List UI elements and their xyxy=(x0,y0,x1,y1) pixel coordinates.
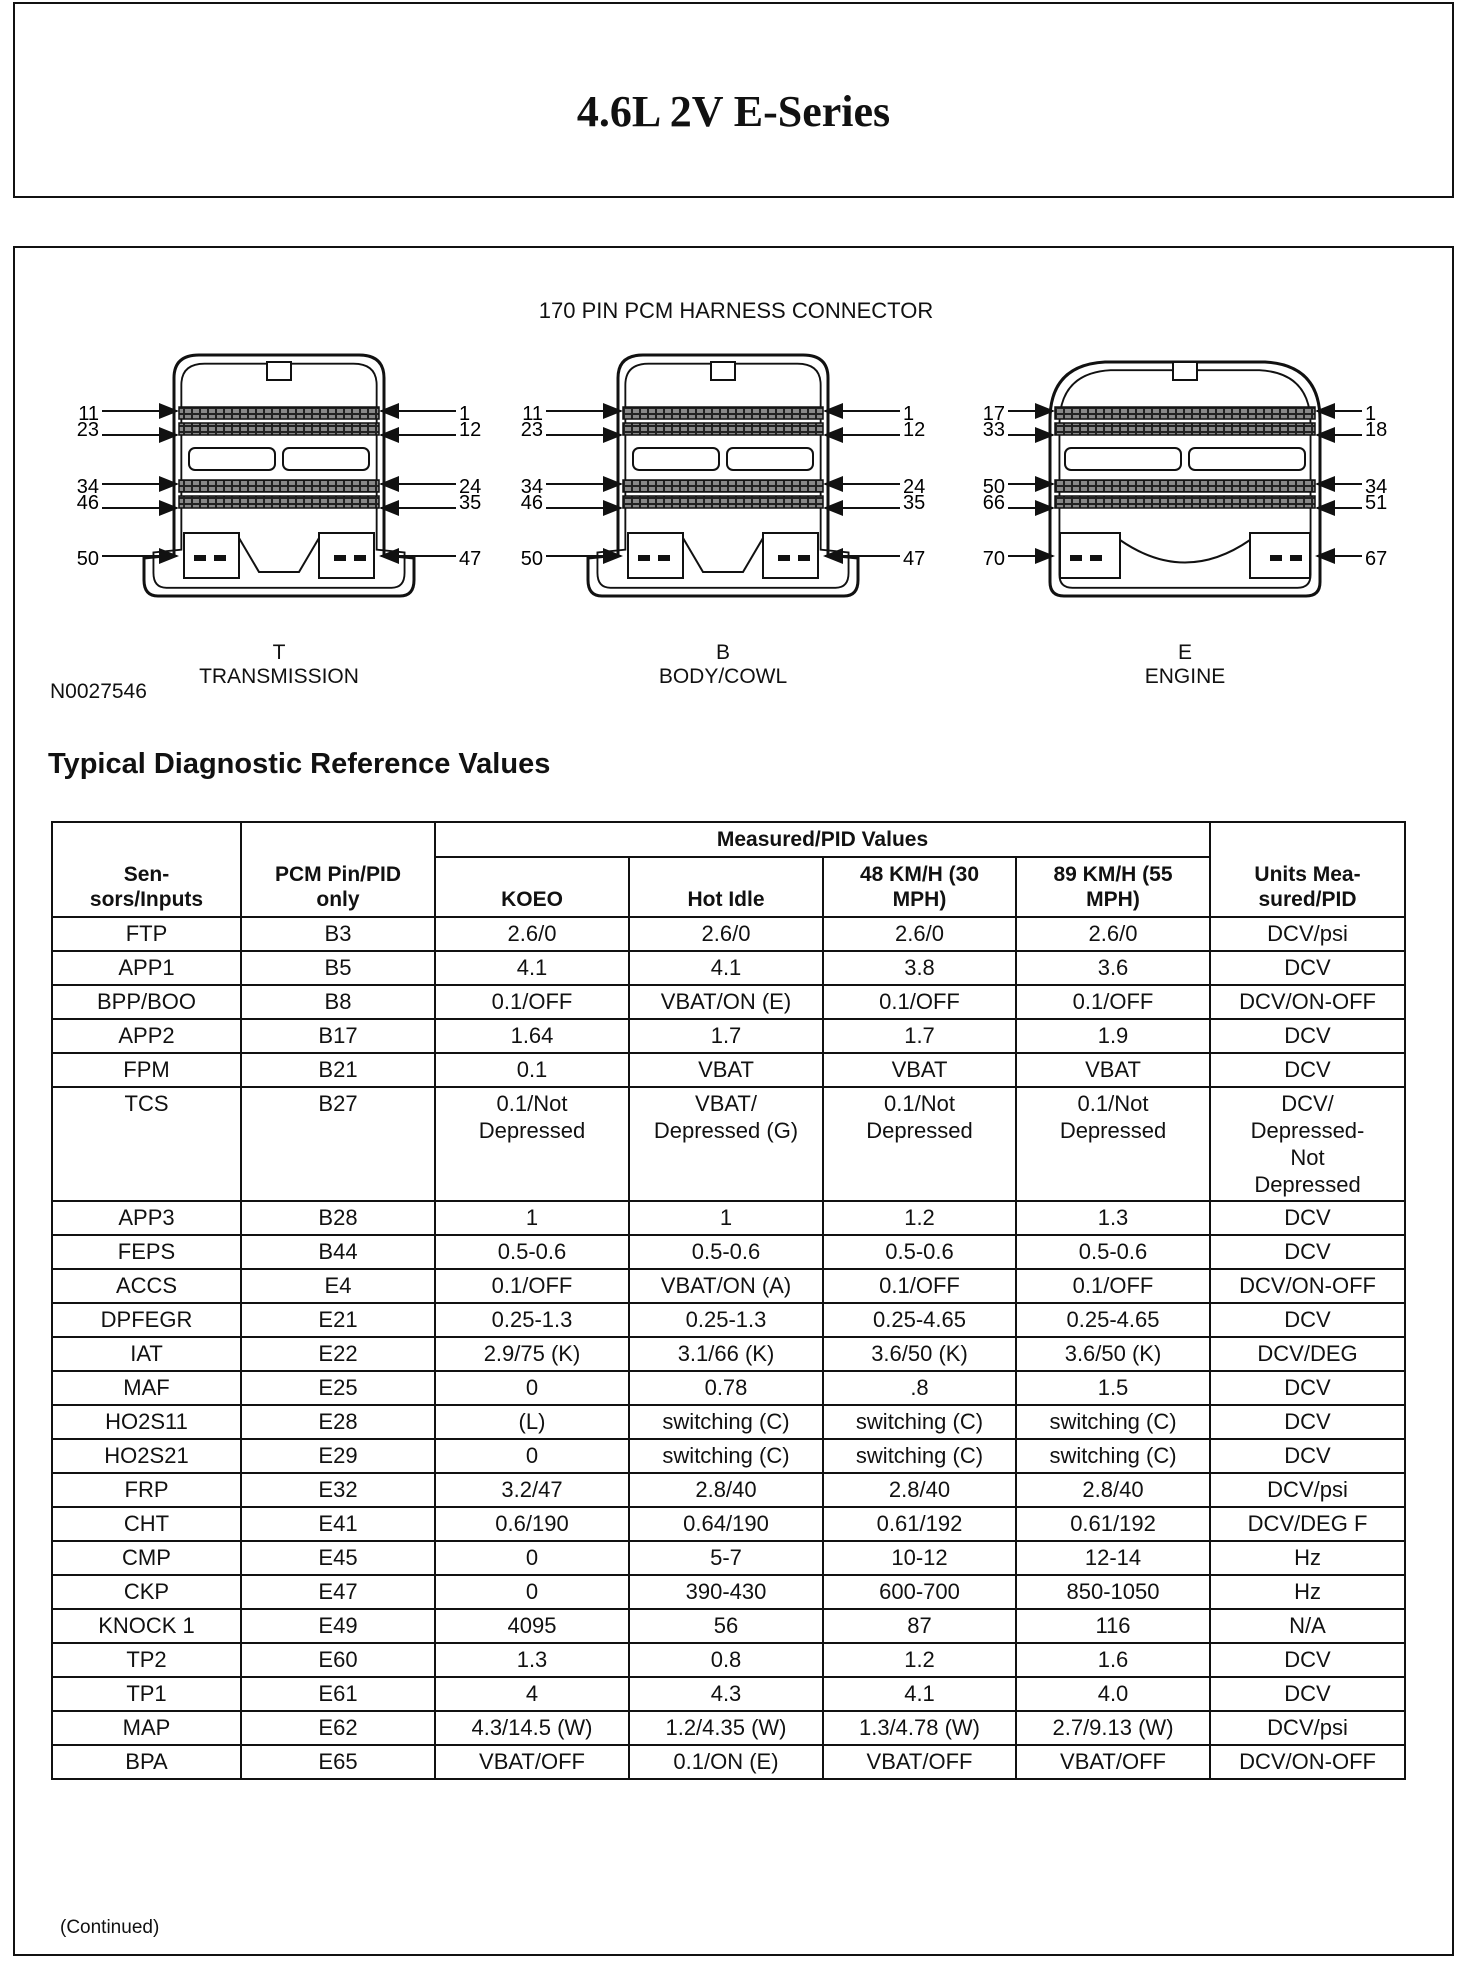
cell-hot-idle: VBAT/ON (E) xyxy=(629,985,823,1019)
header-sensors: Sen- sors/Inputs xyxy=(52,822,241,917)
cell-pcm-pin: B21 xyxy=(241,1053,435,1087)
cell-units: DCV xyxy=(1210,1303,1405,1337)
pin-row xyxy=(1055,496,1315,508)
pin-number-label: 67 xyxy=(1365,548,1388,570)
pin-number-label: 50 xyxy=(982,476,1005,498)
cell-pcm-pin: E28 xyxy=(241,1405,435,1439)
cell-units: DCV/ Depressed- Not Depressed xyxy=(1210,1087,1405,1201)
cell-89kmh: 4.0 xyxy=(1016,1677,1210,1711)
cell-sensor: MAP xyxy=(52,1711,241,1745)
table-row xyxy=(52,1439,1405,1473)
pin-number-label: 18 xyxy=(1365,419,1388,441)
cell-89kmh: 2.7/9.13 (W) xyxy=(1016,1711,1210,1745)
cell-hot-idle: 0.1/ON (E) xyxy=(629,1745,823,1779)
cell-sensor: CKP xyxy=(52,1575,241,1609)
table-row xyxy=(52,1303,1405,1337)
cell-pcm-pin: B28 xyxy=(241,1201,435,1235)
pin-number-label: 23 xyxy=(76,419,99,441)
cell-sensor: FRP xyxy=(52,1473,241,1507)
connector-name: TRANSMISSION xyxy=(199,665,359,688)
cell-48kmh: 0.1/Not Depressed xyxy=(823,1087,1016,1201)
cell-89kmh: 1.5 xyxy=(1016,1371,1210,1405)
header-measured-group: Measured/PID Values xyxy=(435,822,1210,857)
table-row xyxy=(52,1235,1405,1269)
cell-koeo: 3.2/47 xyxy=(435,1473,629,1507)
cell-89kmh: 0.1/Not Depressed xyxy=(1016,1087,1210,1201)
cell-sensor: HO2S11 xyxy=(52,1405,241,1439)
cell-hot-idle: 1.2/4.35 (W) xyxy=(629,1711,823,1745)
pin-row xyxy=(623,480,823,492)
table-row xyxy=(52,1541,1405,1575)
cell-89kmh: switching (C) xyxy=(1016,1405,1210,1439)
pin-number-label: 34 xyxy=(76,476,99,498)
cell-sensor: FTP xyxy=(52,917,241,951)
table-row xyxy=(52,985,1405,1019)
cell-48kmh: VBAT xyxy=(823,1053,1016,1087)
cell-sensor: HO2S21 xyxy=(52,1439,241,1473)
cell-89kmh: VBAT xyxy=(1016,1053,1210,1087)
cell-pcm-pin: E60 xyxy=(241,1643,435,1677)
pin-number-label: 33 xyxy=(982,419,1005,441)
cell-89kmh: 2.8/40 xyxy=(1016,1473,1210,1507)
cell-89kmh: 1.6 xyxy=(1016,1643,1210,1677)
cell-koeo: (L) xyxy=(435,1405,629,1439)
cell-koeo: 0 xyxy=(435,1541,629,1575)
cell-hot-idle: 0.25-1.3 xyxy=(629,1303,823,1337)
cell-pcm-pin: E62 xyxy=(241,1711,435,1745)
cell-sensor: BPA xyxy=(52,1745,241,1779)
cell-48kmh: 4.1 xyxy=(823,1677,1016,1711)
table-row xyxy=(52,1609,1405,1643)
cell-units: Hz xyxy=(1210,1541,1405,1575)
pin-number-label: 51 xyxy=(1365,492,1388,514)
cell-units: DCV xyxy=(1210,1053,1405,1087)
cell-hot-idle: 4.1 xyxy=(629,951,823,985)
pin-number-label: 1 xyxy=(459,403,471,425)
cell-hot-idle: 1 xyxy=(629,1201,823,1235)
cell-koeo: 0 xyxy=(435,1575,629,1609)
title-box xyxy=(13,2,1454,198)
connector-letter: T xyxy=(272,641,286,664)
table-row xyxy=(52,1087,1405,1201)
cell-units: DCV/psi xyxy=(1210,1473,1405,1507)
cell-units: DCV xyxy=(1210,951,1405,985)
cell-koeo: VBAT/OFF xyxy=(435,1745,629,1779)
cell-koeo: 0.1/OFF xyxy=(435,1269,629,1303)
pcm-connector-diagram xyxy=(0,340,1472,660)
connector-engine-label xyxy=(1035,641,1335,689)
table-row xyxy=(52,1745,1405,1779)
pin-number-label: 46 xyxy=(520,492,543,514)
cell-pcm-pin: B5 xyxy=(241,951,435,985)
pin-row xyxy=(179,496,379,508)
cell-48kmh: switching (C) xyxy=(823,1405,1016,1439)
cell-koeo: 0.1/Not Depressed xyxy=(435,1087,629,1201)
connector-name: BODY/COWL xyxy=(658,665,788,688)
pin-number-label: 23 xyxy=(520,419,543,441)
cell-koeo: 4 xyxy=(435,1677,629,1711)
pin-number-label: 35 xyxy=(459,492,482,514)
pin-row xyxy=(1055,423,1315,435)
cell-hot-idle: 2.8/40 xyxy=(629,1473,823,1507)
cell-48kmh: 3.8 xyxy=(823,951,1016,985)
pin-row xyxy=(623,496,823,508)
cell-48kmh: 600-700 xyxy=(823,1575,1016,1609)
cell-hot-idle: 0.78 xyxy=(629,1371,823,1405)
cell-koeo: 0.25-1.3 xyxy=(435,1303,629,1337)
cell-sensor: BPP/BOO xyxy=(52,985,241,1019)
cell-hot-idle: switching (C) xyxy=(629,1405,823,1439)
cell-units: DCV xyxy=(1210,1643,1405,1677)
cell-koeo: 2.9/75 (K) xyxy=(435,1337,629,1371)
cell-89kmh: 2.6/0 xyxy=(1016,917,1210,951)
pin-number-label: 66 xyxy=(982,492,1005,514)
cell-koeo: 2.6/0 xyxy=(435,917,629,951)
cell-hot-idle: 3.1/66 (K) xyxy=(629,1337,823,1371)
pin-number-label: 24 xyxy=(903,476,926,498)
connector-letter: B xyxy=(715,641,730,664)
cell-sensor: TP1 xyxy=(52,1677,241,1711)
connector-transmission-label xyxy=(129,641,429,689)
connector-heading: 170 PIN PCM HARNESS CONNECTOR xyxy=(538,298,934,323)
cell-89kmh: 1.9 xyxy=(1016,1019,1210,1053)
cell-48kmh: 0.5-0.6 xyxy=(823,1235,1016,1269)
cell-hot-idle: VBAT/ Depressed (G) xyxy=(629,1087,823,1201)
cell-89kmh: VBAT/OFF xyxy=(1016,1745,1210,1779)
pin-number-label: 47 xyxy=(459,548,482,570)
diagram-code: N0027546 xyxy=(50,680,147,703)
cell-pcm-pin: E25 xyxy=(241,1371,435,1405)
pin-row xyxy=(623,423,823,435)
cell-units: DCV/ON-OFF xyxy=(1210,1745,1405,1779)
cell-koeo: 0.1/OFF xyxy=(435,985,629,1019)
pin-row xyxy=(179,407,379,419)
cell-hot-idle: 4.3 xyxy=(629,1677,823,1711)
cell-units: DCV/ON-OFF xyxy=(1210,1269,1405,1303)
cell-pcm-pin: E29 xyxy=(241,1439,435,1473)
table-row xyxy=(52,1269,1405,1303)
cell-pcm-pin: E49 xyxy=(241,1609,435,1643)
cell-48kmh: 0.1/OFF xyxy=(823,1269,1016,1303)
pin-number-label: 47 xyxy=(903,548,926,570)
cell-hot-idle: VBAT/ON (A) xyxy=(629,1269,823,1303)
cell-48kmh: 2.6/0 xyxy=(823,917,1016,951)
cell-koeo: 1.3 xyxy=(435,1643,629,1677)
cell-units: DCV xyxy=(1210,1439,1405,1473)
connector-body xyxy=(521,355,926,596)
pin-number-label: 12 xyxy=(459,419,482,441)
cell-48kmh: 3.6/50 (K) xyxy=(823,1337,1016,1371)
pin-number-label: 24 xyxy=(459,476,482,498)
cell-units: DCV xyxy=(1210,1201,1405,1235)
cell-89kmh: 0.5-0.6 xyxy=(1016,1235,1210,1269)
cell-pcm-pin: B44 xyxy=(241,1235,435,1269)
cell-pcm-pin: E4 xyxy=(241,1269,435,1303)
cell-sensor: TCS xyxy=(52,1087,241,1201)
cell-units: DCV/DEG F xyxy=(1210,1507,1405,1541)
cell-sensor: ACCS xyxy=(52,1269,241,1303)
section-title: Typical Diagnostic Reference Values xyxy=(48,748,551,780)
cell-89kmh: 850-1050 xyxy=(1016,1575,1210,1609)
cell-units: N/A xyxy=(1210,1609,1405,1643)
reference-table xyxy=(51,821,1406,1780)
cell-48kmh: 87 xyxy=(823,1609,1016,1643)
cell-koeo: 0.5-0.6 xyxy=(435,1235,629,1269)
table-row xyxy=(52,1053,1405,1087)
pin-number-label: 11 xyxy=(522,403,543,425)
header-units: Units Mea- sured/PID xyxy=(1210,822,1405,917)
table-row xyxy=(52,1473,1405,1507)
pin-number-label: 12 xyxy=(903,419,926,441)
table-row xyxy=(52,1019,1405,1053)
cell-units: DCV xyxy=(1210,1019,1405,1053)
cell-pcm-pin: E65 xyxy=(241,1745,435,1779)
cell-koeo: 0.1 xyxy=(435,1053,629,1087)
table-row xyxy=(52,1201,1405,1235)
cell-89kmh: 3.6 xyxy=(1016,951,1210,985)
cell-koeo: 0 xyxy=(435,1439,629,1473)
cell-sensor: CHT xyxy=(52,1507,241,1541)
cell-pcm-pin: E61 xyxy=(241,1677,435,1711)
cell-89kmh: 0.61/192 xyxy=(1016,1507,1210,1541)
table-row xyxy=(52,917,1405,951)
table-row xyxy=(52,1643,1405,1677)
table-row xyxy=(52,951,1405,985)
cell-units: DCV/DEG xyxy=(1210,1337,1405,1371)
cell-48kmh: switching (C) xyxy=(823,1439,1016,1473)
cell-sensor: CMP xyxy=(52,1541,241,1575)
cell-89kmh: 3.6/50 (K) xyxy=(1016,1337,1210,1371)
cell-hot-idle: 0.8 xyxy=(629,1643,823,1677)
cell-89kmh: 12-14 xyxy=(1016,1541,1210,1575)
pin-row xyxy=(1055,407,1315,419)
cell-pcm-pin: E32 xyxy=(241,1473,435,1507)
cell-sensor: FPM xyxy=(52,1053,241,1087)
pin-number-label: 50 xyxy=(520,548,543,570)
cell-89kmh: 0.1/OFF xyxy=(1016,985,1210,1019)
cell-89kmh: 0.1/OFF xyxy=(1016,1269,1210,1303)
cell-koeo: 0.6/190 xyxy=(435,1507,629,1541)
table-row xyxy=(52,1575,1405,1609)
cell-pcm-pin: B3 xyxy=(241,917,435,951)
cell-pcm-pin: B17 xyxy=(241,1019,435,1053)
cell-koeo: 4.1 xyxy=(435,951,629,985)
connector-body-label xyxy=(573,641,873,689)
cell-units: DCV xyxy=(1210,1371,1405,1405)
cell-hot-idle: 390-430 xyxy=(629,1575,823,1609)
cell-units: DCV xyxy=(1210,1677,1405,1711)
pin-number-label: 34 xyxy=(520,476,543,498)
page-title: 4.6L 2V E-Series xyxy=(576,87,891,136)
table-row xyxy=(52,1507,1405,1541)
table-row xyxy=(52,1405,1405,1439)
cell-units: DCV/psi xyxy=(1210,917,1405,951)
cell-units: DCV xyxy=(1210,1235,1405,1269)
pin-row xyxy=(179,423,379,435)
header-89kmh: 89 KM/H (55 MPH) xyxy=(1016,857,1210,917)
header-hot-idle: Hot Idle xyxy=(629,857,823,917)
cell-hot-idle: 0.5-0.6 xyxy=(629,1235,823,1269)
pin-number-label: 46 xyxy=(76,492,99,514)
cell-sensor: DPFEGR xyxy=(52,1303,241,1337)
cell-sensor: APP2 xyxy=(52,1019,241,1053)
cell-units: DCV xyxy=(1210,1405,1405,1439)
cell-pcm-pin: B27 xyxy=(241,1087,435,1201)
connector-engine xyxy=(983,362,1388,596)
cell-koeo: 4095 xyxy=(435,1609,629,1643)
cell-hot-idle: VBAT xyxy=(629,1053,823,1087)
cell-pcm-pin: E47 xyxy=(241,1575,435,1609)
cell-sensor: MAF xyxy=(52,1371,241,1405)
cell-hot-idle: 5-7 xyxy=(629,1541,823,1575)
cell-pcm-pin: E41 xyxy=(241,1507,435,1541)
cell-hot-idle: 0.64/190 xyxy=(629,1507,823,1541)
cell-pcm-pin: E22 xyxy=(241,1337,435,1371)
cell-48kmh: 2.8/40 xyxy=(823,1473,1016,1507)
pin-number-label: 1 xyxy=(903,403,915,425)
cell-pcm-pin: B8 xyxy=(241,985,435,1019)
table-row xyxy=(52,1371,1405,1405)
pin-row xyxy=(1055,480,1315,492)
pin-number-label: 70 xyxy=(982,548,1005,570)
continued-note: (Continued) xyxy=(60,1917,160,1938)
cell-89kmh: 116 xyxy=(1016,1609,1210,1643)
pin-number-label: 17 xyxy=(982,403,1005,425)
cell-89kmh: 0.25-4.65 xyxy=(1016,1303,1210,1337)
cell-48kmh: 1.3/4.78 (W) xyxy=(823,1711,1016,1745)
cell-hot-idle: 1.7 xyxy=(629,1019,823,1053)
cell-pcm-pin: E45 xyxy=(241,1541,435,1575)
connector-name: ENGINE xyxy=(1144,665,1226,688)
header-koeo: KOEO xyxy=(435,857,629,917)
pin-number-label: 35 xyxy=(903,492,926,514)
cell-48kmh: 1.7 xyxy=(823,1019,1016,1053)
cell-48kmh: 0.1/OFF xyxy=(823,985,1016,1019)
pin-number-label: 50 xyxy=(76,548,99,570)
cell-48kmh: 1.2 xyxy=(823,1201,1016,1235)
pin-row xyxy=(623,407,823,419)
table-row xyxy=(52,1711,1405,1745)
cell-48kmh: 10-12 xyxy=(823,1541,1016,1575)
cell-koeo: 4.3/14.5 (W) xyxy=(435,1711,629,1745)
cell-89kmh: 1.3 xyxy=(1016,1201,1210,1235)
cell-units: DCV/psi xyxy=(1210,1711,1405,1745)
connector-letter: E xyxy=(1177,641,1192,664)
cell-hot-idle: 2.6/0 xyxy=(629,917,823,951)
pin-number-label: 1 xyxy=(1365,403,1377,425)
header-pcm-pin: PCM Pin/PID only xyxy=(241,822,435,917)
cell-sensor: APP1 xyxy=(52,951,241,985)
cell-sensor: TP2 xyxy=(52,1643,241,1677)
cell-units: DCV/ON-OFF xyxy=(1210,985,1405,1019)
pin-number-label: 34 xyxy=(1365,476,1388,498)
header-48kmh: 48 KM/H (30 MPH) xyxy=(823,857,1016,917)
cell-units: Hz xyxy=(1210,1575,1405,1609)
pin-number-label: 11 xyxy=(78,403,99,425)
table-row xyxy=(52,1337,1405,1371)
cell-48kmh: 0.61/192 xyxy=(823,1507,1016,1541)
cell-48kmh: VBAT/OFF xyxy=(823,1745,1016,1779)
cell-48kmh: 1.2 xyxy=(823,1643,1016,1677)
cell-koeo: 1 xyxy=(435,1201,629,1235)
cell-hot-idle: switching (C) xyxy=(629,1439,823,1473)
table-row xyxy=(52,1677,1405,1711)
cell-89kmh: switching (C) xyxy=(1016,1439,1210,1473)
cell-koeo: 0 xyxy=(435,1371,629,1405)
cell-sensor: FEPS xyxy=(52,1235,241,1269)
cell-48kmh: .8 xyxy=(823,1371,1016,1405)
cell-48kmh: 0.25-4.65 xyxy=(823,1303,1016,1337)
cell-sensor: APP3 xyxy=(52,1201,241,1235)
connector-transmission xyxy=(77,355,482,596)
cell-koeo: 1.64 xyxy=(435,1019,629,1053)
cell-sensor: IAT xyxy=(52,1337,241,1371)
cell-hot-idle: 56 xyxy=(629,1609,823,1643)
pin-row xyxy=(179,480,379,492)
cell-sensor: KNOCK 1 xyxy=(52,1609,241,1643)
cell-pcm-pin: E21 xyxy=(241,1303,435,1337)
